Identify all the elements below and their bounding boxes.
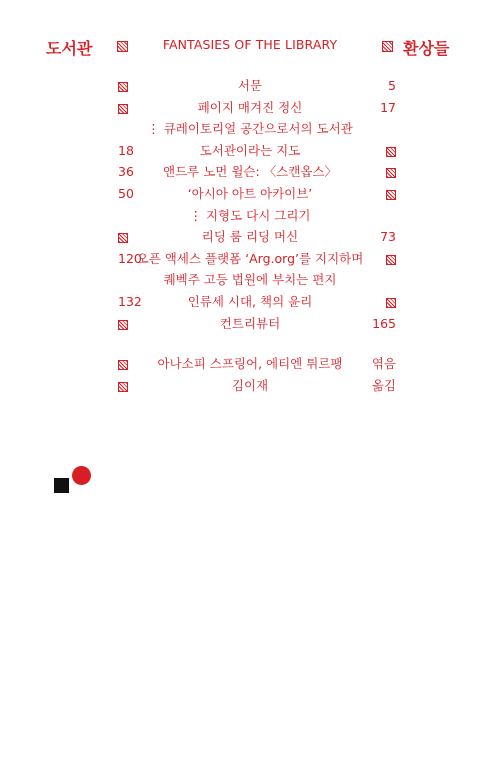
- page-number: 165: [372, 316, 396, 331]
- list-item: [0, 354, 500, 374]
- entry-title: 페이지 매겨진 정신: [197, 100, 303, 115]
- black-square-logo: [54, 478, 69, 493]
- page-number: 50: [118, 186, 134, 201]
- list-item: [0, 270, 500, 290]
- entry-title: ‘아시아 아트 아카이브’: [187, 186, 313, 201]
- entry-title: 앤드루 노먼 윌슨: 〈스캔옵스〉: [163, 164, 337, 179]
- list-item: [0, 141, 500, 161]
- red-circle-logo: [72, 466, 91, 485]
- hatch-square-icon: [386, 168, 396, 178]
- book-title: FANTASIES OF THE LIBRARY: [162, 37, 338, 52]
- entry-title: 김이재: [231, 378, 269, 393]
- list-item: [0, 162, 500, 182]
- right-marker: [386, 162, 396, 182]
- page-number: 5: [388, 78, 396, 93]
- page-number: 17: [380, 100, 396, 115]
- right-marker: [386, 249, 396, 269]
- entry-title: 서문: [237, 78, 263, 93]
- page-number: 36: [118, 164, 134, 179]
- list-item: [0, 206, 500, 226]
- entry-title: 리딩 룸 리딩 머신: [201, 229, 299, 244]
- list-item: [0, 314, 500, 334]
- page-number: 132: [118, 294, 142, 309]
- list-item: [0, 249, 500, 269]
- entry-title: 오픈 액세스 플랫폼 ‘Arg.org’를 지지하며: [136, 251, 364, 266]
- list-item: [0, 227, 500, 247]
- header-right-title: 환상들: [403, 39, 450, 58]
- entry-title: ⋮ 큐레이토리얼 공간으로서의 도서관: [147, 121, 353, 136]
- page-number: 120: [118, 251, 142, 266]
- entry-title: 퀘벡주 고등 법원에 부치는 편지: [163, 272, 337, 287]
- list-item: [0, 376, 500, 396]
- hatch-square-icon: [386, 190, 396, 200]
- hatch-square-icon: [386, 298, 396, 308]
- right-marker: [386, 292, 396, 312]
- entry-title: ⋮ 지형도 다시 그리기: [189, 208, 311, 223]
- page-number: 73: [380, 229, 396, 244]
- entry-title: 아나소피 스프링어, 에티엔 튀르팽: [157, 356, 343, 371]
- page-number: 18: [118, 143, 134, 158]
- hatch-square-icon: [382, 41, 393, 52]
- hatch-square-icon: [386, 147, 396, 157]
- entry-title: 인류세 시대, 책의 윤리: [187, 294, 313, 309]
- page-number: 엮음: [371, 356, 396, 371]
- hatch-square-icon: [386, 255, 396, 265]
- right-marker: [386, 184, 396, 204]
- list-item: [0, 98, 500, 118]
- list-item: [0, 292, 500, 312]
- entry-title: 도서관이라는 지도: [199, 143, 301, 158]
- page-number: 옮김: [371, 378, 396, 393]
- right-marker: [386, 141, 396, 161]
- entry-title: 컨트리뷰터: [219, 316, 281, 331]
- list-item: [0, 119, 500, 139]
- list-item: [0, 184, 500, 204]
- header-left-title: 도서관: [46, 39, 93, 58]
- list-item: [0, 76, 500, 96]
